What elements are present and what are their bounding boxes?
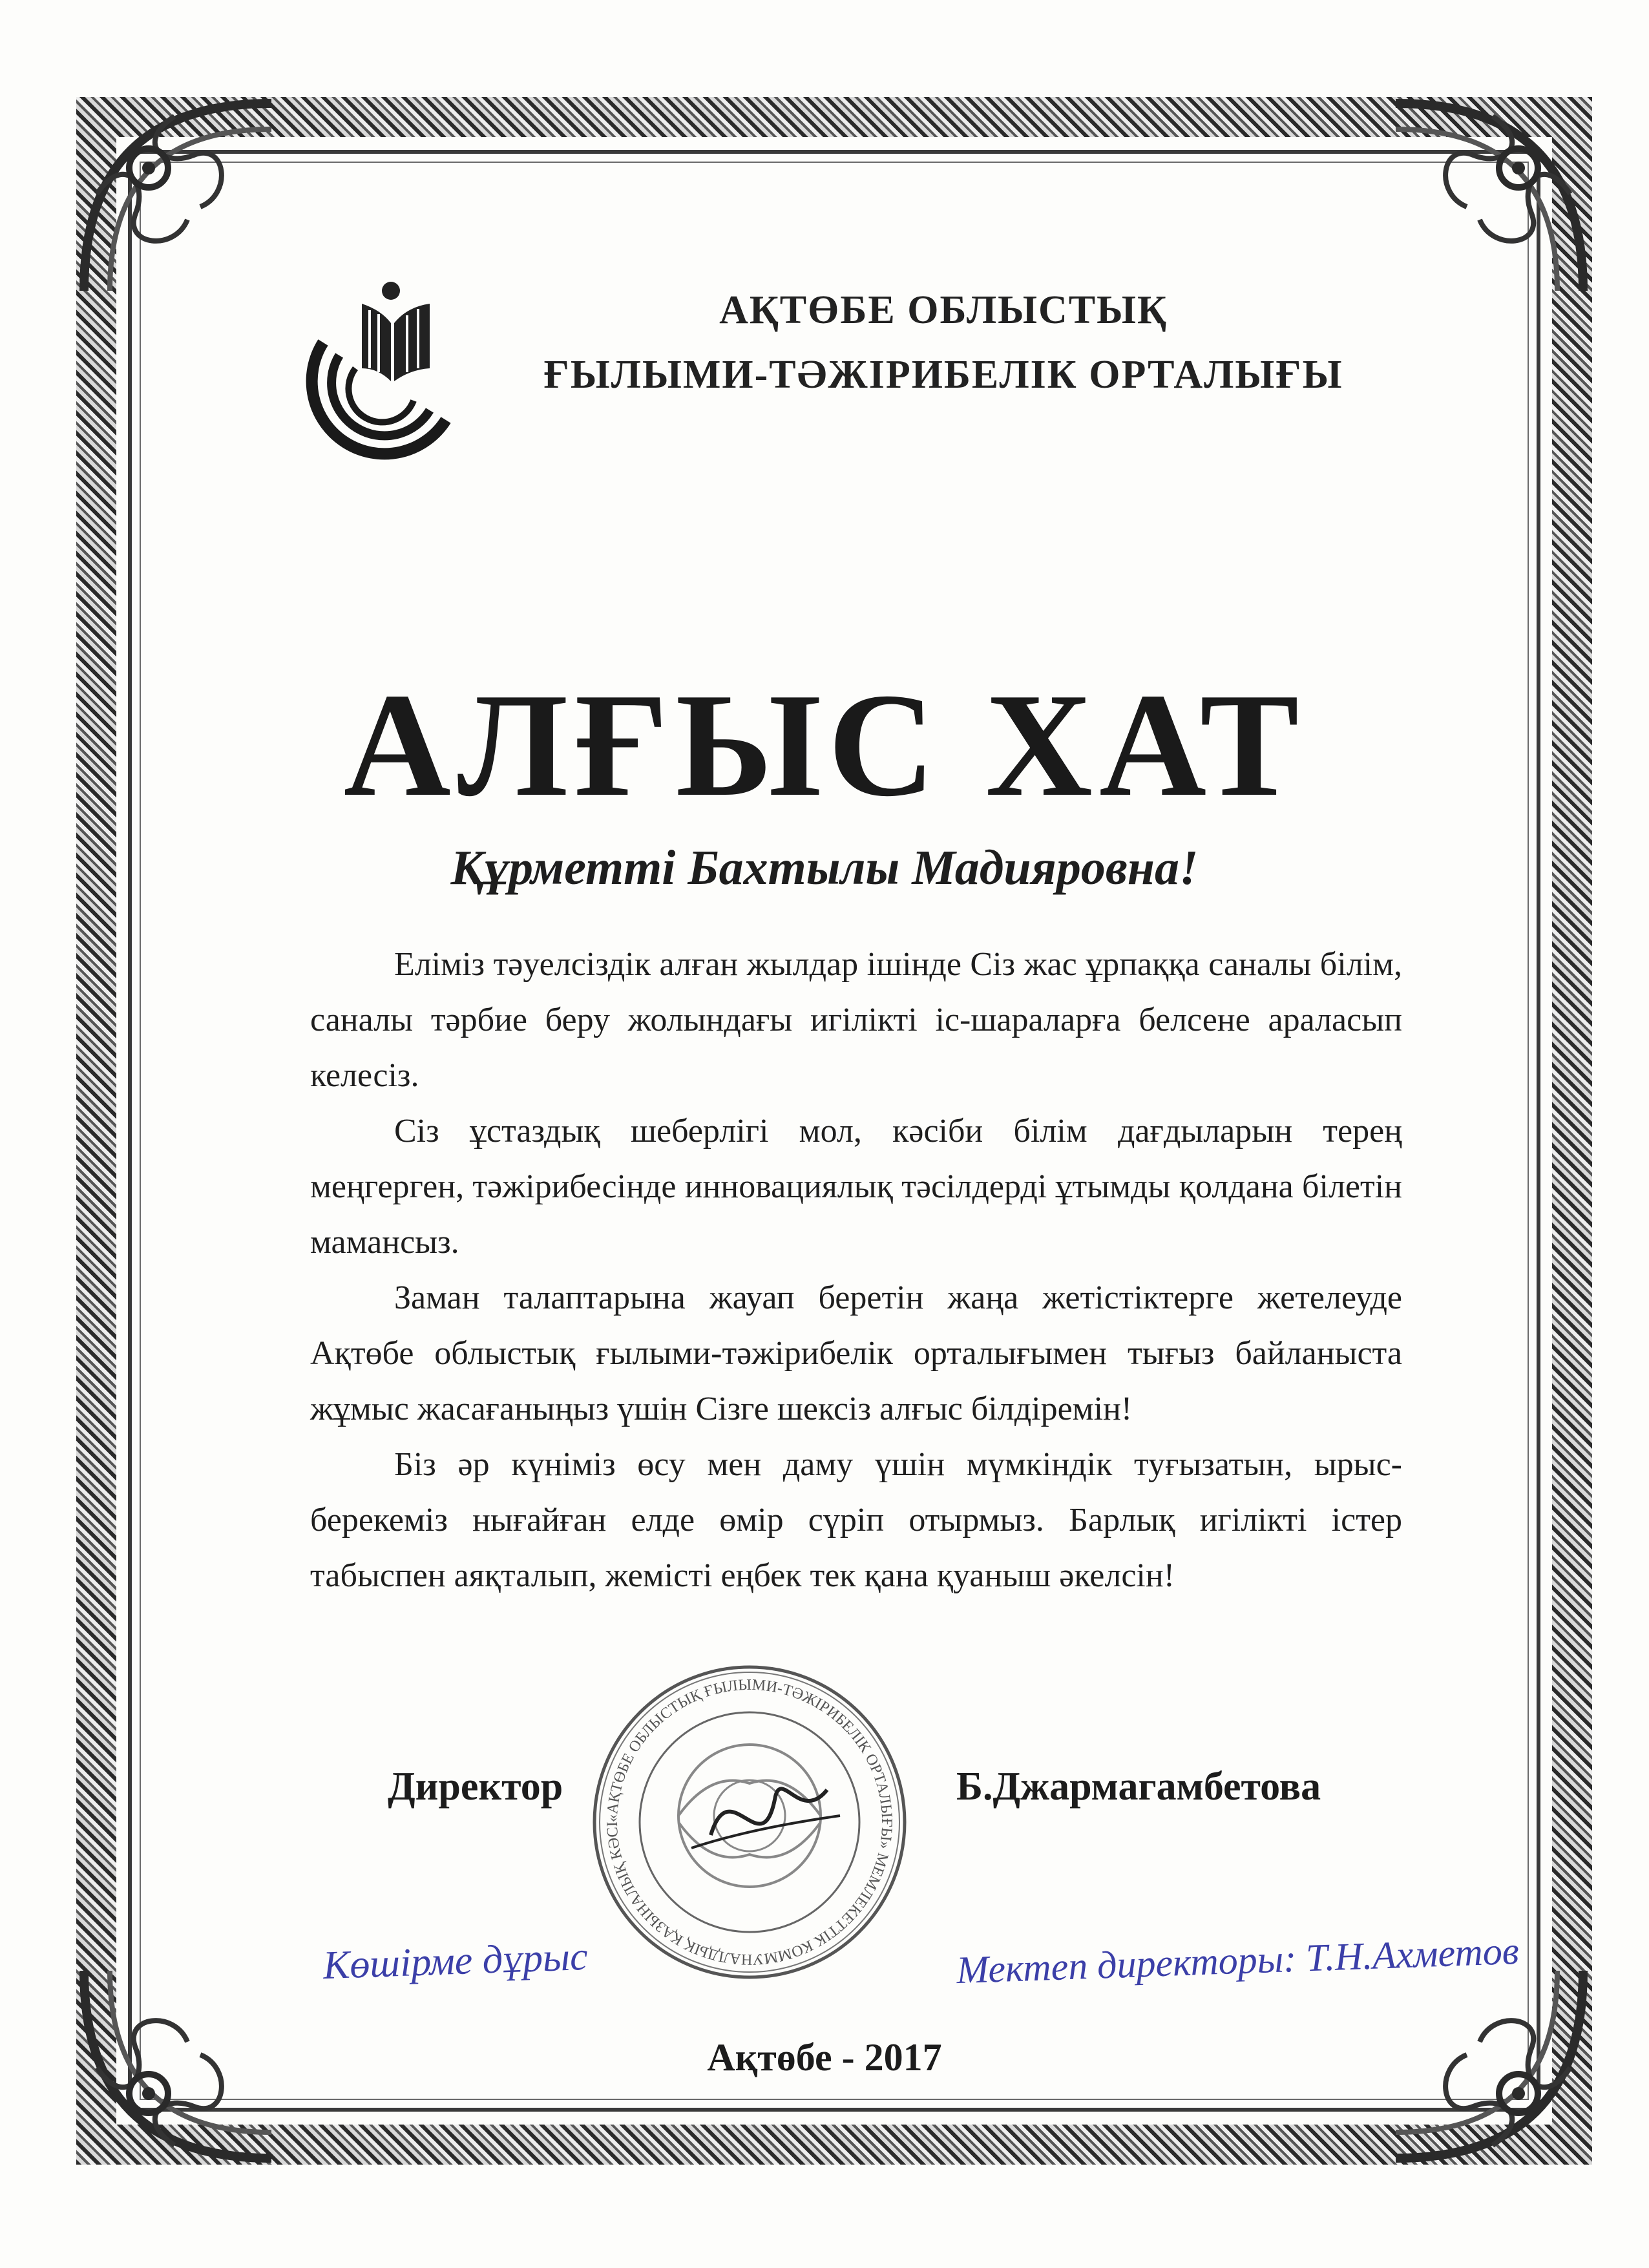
place-and-year: Ақтөбе - 2017 <box>707 2036 942 2079</box>
svg-text:«АҚТӨБЕ ОБЛЫСТЫҚ ҒЫЛЫМИ-ТӘЖІРИ: «АҚТӨБЕ ОБЛЫСТЫҚ ҒЫЛЫМИ-ТӘЖІРИБЕЛІК ОРТАЛЫҒЫ» МЕМЛЕКЕТТІК КОММУНАЛДЫҚ ҚАЗЫНАЛЫҚ КӘСІ <box>604 1676 896 1968</box>
round-seal-stamp-icon <box>582 1654 918 1990</box>
corner-ornament-top-left-icon <box>71 90 284 304</box>
organization-name-line2: ҒЫЛЫМИ-ТӘЖІРИБЕЛІК ОРТАЛЫҒЫ <box>543 353 1343 397</box>
body-paragraph: Еліміз тәуелсіздік алған жылдар ішінде Сіз жас ұрпаққа саналы білім, саналы тәрбие беру жолындағы игілікті іс-шараларға белсене араласып келесіз. <box>310 946 1402 1094</box>
letter-body <box>310 937 1402 1604</box>
handwritten-note-left: Көшірме дұрыс <box>322 1934 589 1988</box>
letter-title: АЛҒЫС ХАТ <box>343 662 1306 827</box>
body-paragraph: Сіз ұстаздық шеберлігі мол, кәсіби білім дағдыларын терең меңгерген, тәжірибесінде инновациялық тәсілдерді ұтымды қолдана білетін мамансыз. <box>310 1113 1402 1261</box>
book-swirl-logo-icon <box>284 271 478 465</box>
signatory-name: Б.Джармагамбетова <box>956 1765 1321 1809</box>
organization-name-line1: АҚТӨБЕ ОБЛЫСТЫҚ <box>719 288 1168 332</box>
body-paragraph: Біз әр күніміз өсу мен даму үшін мүмкіндік туғызатын, ырыс-берекеміз нығайған елде өмір сүріп отырмыз. Барлық игілікті істер табыспен аяқталып, жемісті еңбек тек қана қуаныш әкелсін! <box>310 1446 1402 1594</box>
signature-role: Директор <box>388 1765 563 1809</box>
handwritten-note-right: Мектеп директоры: Т.Н.Ахметов <box>956 1929 1520 1992</box>
corner-ornament-top-right-icon <box>1383 90 1596 304</box>
organization-name <box>491 278 1396 407</box>
body-paragraph: Заман талаптарына жауап беретін жаңа жетістіктерге жетелеуде Ақтөбе облыстық ғылыми-тәжірибелік орталығымен тығыз байланыста жұмыс жасағаныңыз үшін Сізге шексіз алғыс білдіремін! <box>310 1279 1402 1427</box>
greeting: Құрметті Бахтылы Мадияровна! <box>450 841 1199 895</box>
